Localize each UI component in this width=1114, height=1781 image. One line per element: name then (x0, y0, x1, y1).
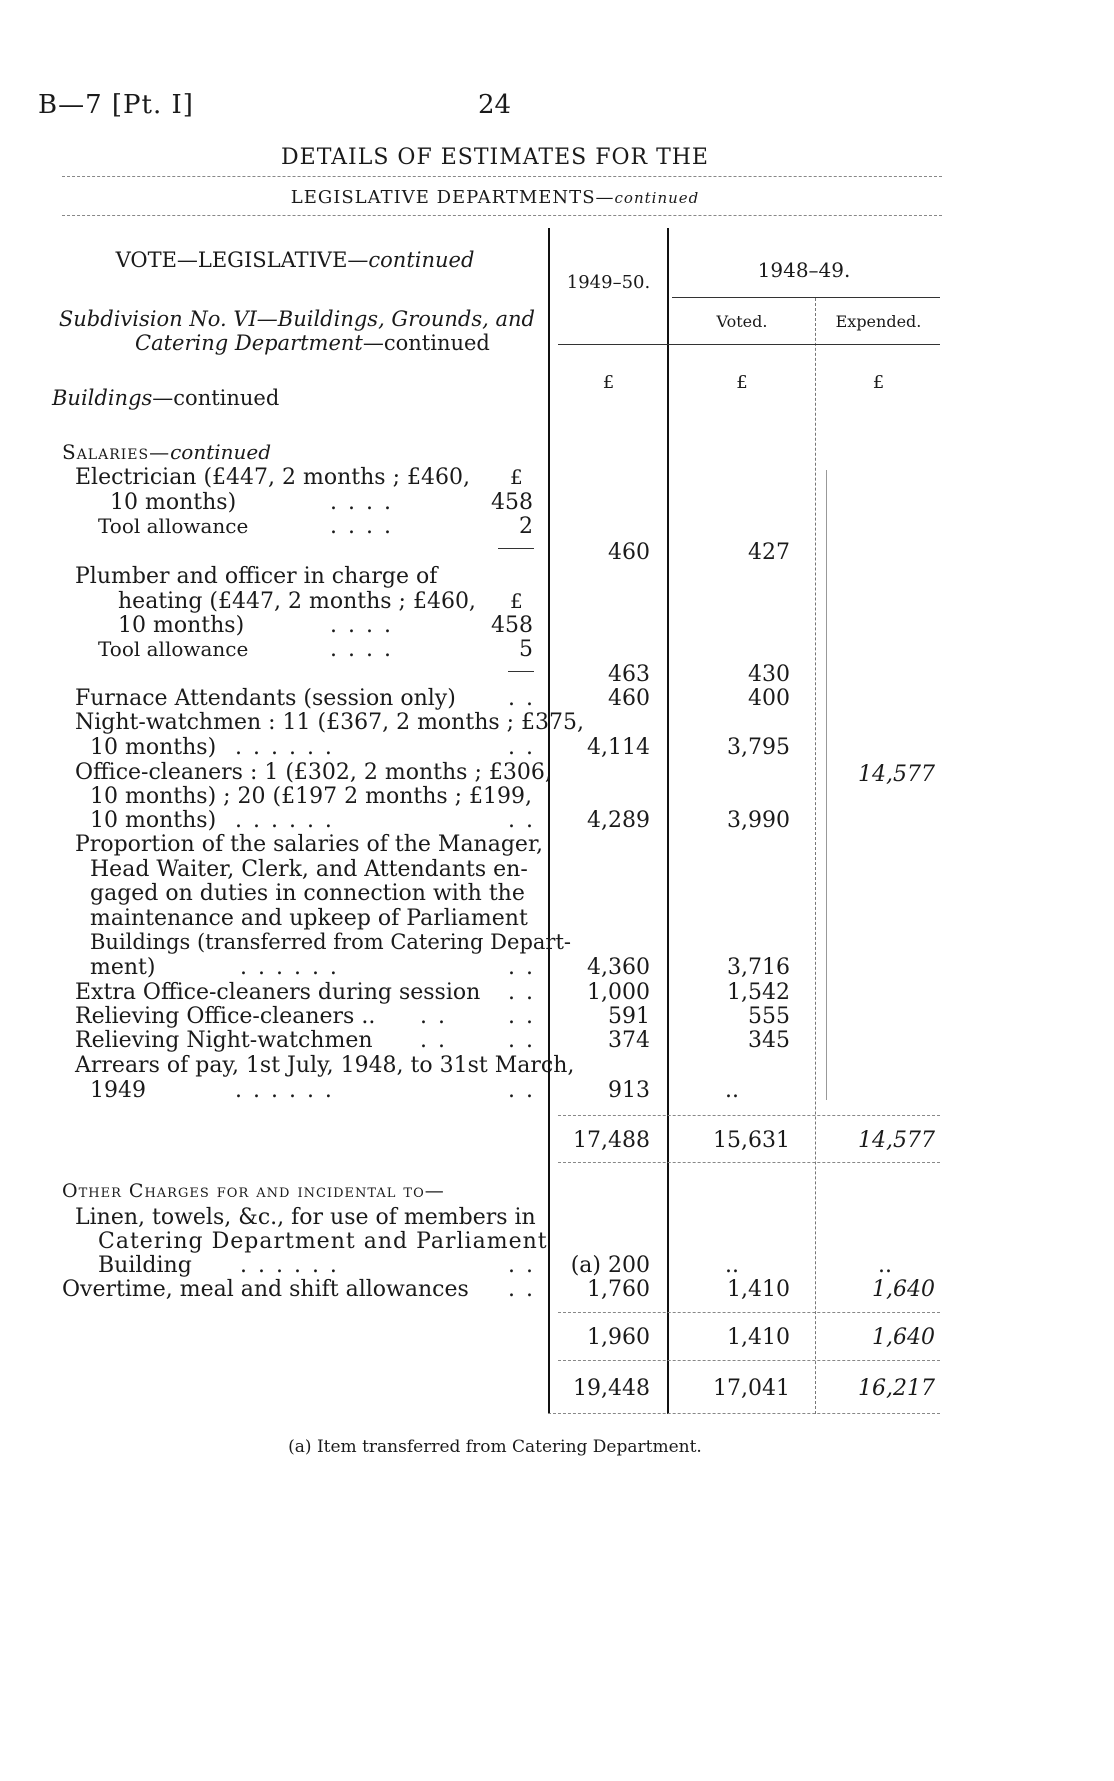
relieving-office-voted: 555 (748, 1004, 790, 1029)
subtotal-pound-1: £ (510, 465, 523, 489)
expended-brace (820, 470, 827, 1100)
dot-leader: . . (420, 1028, 447, 1053)
prev-year-rule (672, 297, 940, 298)
subdivision-continued: —continued (362, 331, 490, 355)
tool-allowance-2-amount: 5 (519, 637, 533, 662)
electrician-voted: 427 (748, 540, 790, 565)
buildings-label: Buildings (52, 386, 153, 410)
dot-leader: . . (508, 1253, 535, 1278)
salaries-continued: continued (170, 440, 272, 464)
title-rule (62, 176, 942, 177)
linen-expended: .. (878, 1253, 892, 1278)
extra-total: 1,000 (587, 980, 650, 1005)
furnace-voted: 400 (748, 686, 790, 711)
dot-leader: . . (508, 1028, 535, 1053)
vote-heading (50, 248, 540, 272)
subtotal-1-rule (558, 1115, 940, 1116)
electrician-line-1: Electrician (£447, 2 months ; £460, (75, 465, 470, 490)
dot-leader: . . (420, 1004, 447, 1029)
other-charges-voted: 1,410 (727, 1325, 790, 1350)
electrician-line-2: 10 months) (110, 490, 237, 515)
proportion-line-1: Proportion of the salaries of the Manager, (75, 832, 544, 857)
relieving-night-total: 374 (608, 1028, 650, 1053)
vote-heading-main: VOTE—LEGISLATIVE— (115, 248, 369, 272)
salaries-voted: 15,631 (713, 1128, 790, 1153)
other-charges-expended: 1,640 (872, 1325, 935, 1350)
proportion-line-5: Buildings (transferred from Catering Depart- (90, 930, 571, 954)
dot-leader: . . . . . . (235, 808, 334, 833)
subtitle-continued: continued (614, 189, 700, 207)
other-charges-total: 1,960 (587, 1325, 650, 1350)
column-header-current-year: 1949–50. (566, 272, 651, 293)
grand-voted: 17,041 (713, 1376, 790, 1401)
plumber-voted: 430 (748, 662, 790, 687)
dot-leader: . . (508, 1078, 535, 1103)
subtitle-rule (62, 215, 942, 216)
office-cleaners-total: 4,289 (587, 808, 650, 833)
linen-line-1: Linen, towels, &c., for use of members in (75, 1205, 536, 1230)
overtime-total: 1,760 (587, 1277, 650, 1302)
electrician-subamount: 458 (491, 490, 533, 515)
header-bottom-rule (558, 344, 940, 345)
dot-leader: . . (508, 980, 535, 1005)
subtotal-pound-2: £ (510, 589, 523, 613)
night-watchmen-total: 4,114 (587, 735, 650, 760)
subtotal-2-rule (558, 1312, 940, 1313)
subtotal-rule-2 (508, 671, 534, 672)
salaries-total: 17,488 (573, 1128, 650, 1153)
group-expended: 14,577 (858, 762, 935, 787)
proportion-total: 4,360 (587, 955, 650, 980)
column-rule-left (548, 228, 550, 1414)
arrears-line-2: 1949 (90, 1078, 146, 1103)
night-watchmen-line-1: Night-watchmen : 11 (£367, 2 months ; £375, (75, 710, 585, 735)
salaries-heading (62, 440, 271, 464)
overtime-voted: 1,410 (727, 1277, 790, 1302)
dot-leader: . . (508, 686, 535, 711)
night-watchmen-line-2: 10 months) (90, 735, 217, 760)
proportion-line-2: Head Waiter, Clerk, and Attendants en- (90, 857, 528, 882)
column-rule-middle (667, 228, 669, 1414)
arrears-voted: .. (725, 1078, 739, 1103)
subtotal-2-bottom-rule (558, 1360, 940, 1361)
overtime-allowances: Overtime, meal and shift allowances (62, 1277, 469, 1302)
page-title: DETAILS OF ESTIMATES FOR THE (281, 145, 709, 170)
salaries-label: Salaries— (62, 440, 171, 464)
relieving-office-total: 591 (608, 1004, 650, 1029)
buildings-heading (52, 386, 279, 410)
plumber-line-1: Plumber and officer in charge of (75, 564, 438, 589)
dot-leader: . . (508, 808, 535, 833)
proportion-line-3: gaged on duties in connection with the (90, 881, 525, 906)
linen-total: (a) 200 (570, 1253, 650, 1278)
plumber-total: 463 (608, 662, 650, 687)
night-watchmen-voted: 3,795 (727, 735, 790, 760)
dot-leader: . . (508, 955, 535, 980)
dot-leader: . . . . . . (240, 955, 339, 980)
office-cleaners-voted: 3,990 (727, 808, 790, 833)
grand-total: 19,448 (573, 1376, 650, 1401)
subdivision-line-1: Subdivision No. VI—Buildings, Grounds, and (58, 307, 535, 331)
currency-current: £ (602, 372, 615, 393)
extra-office-cleaners: Extra Office-cleaners during session (75, 980, 481, 1005)
extra-voted: 1,542 (727, 980, 790, 1005)
other-charges-heading: Other Charges for and incidental to— (62, 1180, 445, 1202)
proportion-voted: 3,716 (727, 955, 790, 980)
office-cleaners-line-3: 10 months) (90, 808, 217, 833)
linen-line-2: Catering Department and Parliament (98, 1229, 548, 1254)
plumber-line-3: 10 months) (118, 613, 245, 638)
dot-leader: . . . . (330, 490, 393, 515)
dot-leader: . . . . . . (235, 1078, 334, 1103)
electrician-total: 460 (608, 540, 650, 565)
dot-leader: . . (508, 1004, 535, 1029)
relieving-night-watchmen: Relieving Night-watchmen (75, 1028, 373, 1053)
document-reference: B—7 [Pt. I] (38, 90, 194, 120)
subdivision-department: Catering Department (135, 331, 363, 355)
vote-heading-continued: continued (368, 248, 475, 272)
proportion-line-6: ment) (90, 955, 156, 980)
buildings-continued: —continued (152, 386, 280, 410)
column-header-expended: Expended. (835, 312, 922, 331)
relieving-night-voted: 345 (748, 1028, 790, 1053)
dot-leader: . . . . . . (240, 1253, 339, 1278)
page-subtitle (0, 187, 990, 208)
column-header-voted: Voted. (716, 312, 768, 331)
office-cleaners-line-1: Office-cleaners : 1 (£302, 2 months ; £306, (75, 760, 552, 785)
column-rule-expended (815, 298, 816, 1414)
office-cleaners-line-2: 10 months) ; 20 (£197 2 months ; £199, (90, 784, 533, 809)
dot-leader: . . . . (330, 613, 393, 638)
plumber-subamount: 458 (491, 613, 533, 638)
footnote: (a) Item transferred from Catering Department. (288, 1437, 702, 1457)
currency-expended: £ (872, 372, 885, 393)
tool-allowance-1: Tool allowance (98, 514, 249, 538)
dot-leader: . . . . (330, 514, 393, 539)
linen-line-3: Building (98, 1253, 192, 1278)
dot-leader: . . . . . . (235, 735, 334, 760)
tool-allowance-2: Tool allowance (98, 637, 249, 661)
linen-voted: .. (725, 1253, 739, 1278)
grand-expended: 16,217 (858, 1376, 935, 1401)
column-header-previous-year: 1948–49. (757, 258, 851, 282)
page-number: 24 (478, 90, 512, 120)
relieving-office-cleaners: Relieving Office-cleaners .. (75, 1004, 376, 1029)
grand-total-rule (548, 1413, 940, 1414)
furnace-total: 460 (608, 686, 650, 711)
overtime-expended: 1,640 (872, 1277, 935, 1302)
subtotal-rule-1 (498, 548, 534, 549)
subtotal-1-bottom-rule (558, 1162, 940, 1163)
currency-voted: £ (736, 372, 748, 393)
subtitle-main: LEGISLATIVE DEPARTMENTS— (290, 187, 615, 208)
dot-leader: . . (508, 1277, 535, 1302)
arrears-line-1: Arrears of pay, 1st July, 1948, to 31st March, (75, 1053, 575, 1078)
dot-leader: . . (508, 735, 535, 760)
salaries-expended: 14,577 (858, 1128, 935, 1153)
subdivision-line-2 (135, 331, 490, 355)
arrears-total: 913 (608, 1078, 650, 1103)
furnace-attendants: Furnace Attendants (session only) (75, 686, 456, 711)
plumber-line-2: heating (£447, 2 months ; £460, (118, 589, 476, 614)
tool-allowance-1-amount: 2 (519, 514, 533, 539)
dot-leader: . . . . (330, 637, 393, 662)
proportion-line-4: maintenance and upkeep of Parliament (90, 906, 528, 931)
